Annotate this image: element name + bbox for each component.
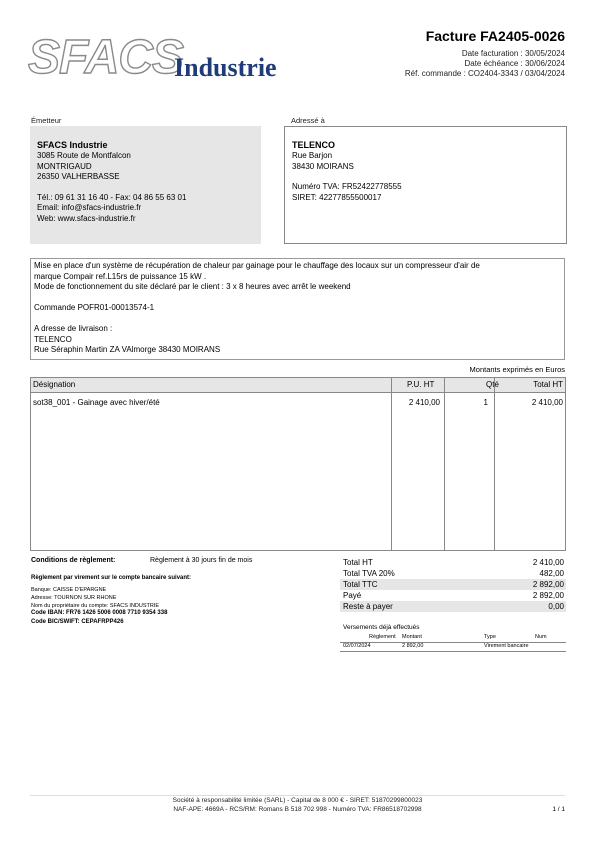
description-box bbox=[30, 258, 565, 360]
footer-divider bbox=[30, 795, 565, 796]
column-divider bbox=[444, 378, 445, 550]
description-line: marque Compair ref.L15rs de puissance 15 kW . bbox=[34, 271, 207, 281]
payments-label: Versements déjà effectués bbox=[343, 624, 420, 631]
row-designation: sot38_001 - Gainage avec hiver/été bbox=[33, 398, 160, 407]
transfer-label: Règlement par virement sur le compte bancaire suivant: bbox=[31, 575, 192, 581]
emitter-box bbox=[30, 126, 261, 244]
delivery-name: TELENCO bbox=[34, 334, 72, 344]
total-label: Total TTC bbox=[343, 580, 378, 589]
emitter-name: SFACS Industrie bbox=[37, 140, 108, 150]
header-pu: P.U. HT bbox=[407, 380, 435, 389]
bank-name: Banque: CAISSE D'EPARGNE bbox=[31, 587, 107, 593]
description-line: Mise en place d'un système de récupération de chaleur par gainage pour le chauffage des locaux sur un compresseur d'air de bbox=[34, 261, 480, 270]
recipient-name: TELENCO bbox=[292, 140, 336, 150]
emitter-web: Web: www.sfacs-industrie.fr bbox=[37, 213, 136, 223]
description-line: Mode de fonctionnement du site déclaré par le client : 3 x 8 heures avec arrêt le weekend bbox=[34, 282, 351, 291]
recipient-box bbox=[284, 126, 567, 244]
invoice-lines-table bbox=[30, 377, 566, 551]
emitter-email: Email: info@sfacs-industrie.fr bbox=[37, 203, 142, 212]
column-divider bbox=[494, 378, 495, 550]
date-echeance: Date échéance : 30/06/2024 bbox=[464, 59, 565, 68]
total-value: 2 892,00 bbox=[532, 580, 564, 589]
total-value: 2 410,00 bbox=[532, 558, 564, 567]
conditions-label: Conditions de règlement: bbox=[31, 557, 116, 564]
payment-date: 02/07/2024 bbox=[343, 643, 371, 649]
payment-row bbox=[340, 643, 566, 652]
recipient-address2: 38430 MOIRANS bbox=[292, 161, 354, 171]
emitter-address1: 3085 Route de Montfalcon bbox=[37, 151, 131, 160]
header-qty: Qté bbox=[486, 380, 499, 389]
description-order: Commande POFR01-00013574-1 bbox=[34, 303, 155, 312]
payments-header-num: Num bbox=[535, 634, 547, 640]
table-header bbox=[31, 378, 565, 393]
row-total: 2 410,00 bbox=[531, 398, 563, 407]
recipient-address1: Rue Barjon bbox=[292, 151, 333, 160]
total-label: Payé bbox=[343, 591, 362, 600]
header-designation: Désignation bbox=[33, 380, 76, 389]
emitter-label: Émetteur bbox=[31, 116, 62, 125]
payment-amount: 2 892,00 bbox=[402, 643, 424, 649]
delivery-label: A dresse de livraison : bbox=[34, 324, 113, 333]
company-logo bbox=[28, 31, 288, 84]
date-facturation: Date facturation : 30/05/2024 bbox=[461, 49, 565, 58]
recipient-siret: SIRET: 42277855500017 bbox=[292, 192, 382, 202]
row-pu: 2 410,00 bbox=[408, 398, 440, 407]
logo-brand: SFACS bbox=[28, 31, 184, 84]
remaining-row bbox=[340, 601, 566, 612]
delivery-address: Rue Séraphin Martin ZA VAlmorge 38430 MOIRANS bbox=[34, 345, 221, 354]
footer-line2: NAF-APE: 4669A - RCS/RM: Romans B 518 702 998 - Numéro TVA: FR86518702998 bbox=[173, 806, 422, 813]
footer-line1: Société à responsabilité limitée (SARL) - Capital de 8 000 € - SIRET: 51870299800023 bbox=[172, 797, 423, 804]
payments-header bbox=[340, 634, 566, 643]
payments-header-type: Type bbox=[484, 634, 496, 640]
recipient-label: Adressé à bbox=[291, 116, 325, 125]
conditions-value: Règlement à 30 jours fin de mois bbox=[150, 557, 253, 564]
total-value: 0,00 bbox=[548, 602, 564, 611]
iban: Code IBAN: FR76 1426 5006 0008 7710 9354 338 bbox=[31, 610, 168, 616]
total-value: 482,00 bbox=[539, 569, 564, 578]
total-value: 2 892,00 bbox=[532, 591, 564, 600]
column-divider bbox=[391, 378, 392, 550]
total-label: Reste à payer bbox=[343, 602, 393, 611]
payment-type: Virement bancaire bbox=[484, 643, 529, 649]
payments-header-date: Règlement bbox=[369, 634, 396, 640]
total-tva-row bbox=[340, 568, 566, 579]
logo-suffix: Industrie bbox=[174, 53, 277, 82]
emitter-address3: 26350 VALHERBASSE bbox=[37, 172, 120, 181]
recipient-tva: Numéro TVA: FR52422778555 bbox=[292, 182, 402, 191]
paid-row bbox=[340, 590, 566, 601]
total-ht-row bbox=[340, 557, 566, 568]
payments-header-amount: Montant bbox=[402, 634, 422, 640]
total-label: Total HT bbox=[343, 558, 373, 567]
currency-note: Montants exprimés en Euros bbox=[469, 365, 565, 374]
row-qty: 1 bbox=[483, 398, 488, 407]
invoice-title: Facture FA2405-0026 bbox=[425, 28, 565, 44]
total-ttc-row bbox=[340, 579, 566, 590]
bank-address: Adresse: TOURNON SUR RHONE bbox=[31, 595, 117, 601]
page-number: 1 / 1 bbox=[552, 806, 565, 813]
header-total: Total HT bbox=[533, 380, 563, 389]
emitter-address2: MONTRIGAUD bbox=[37, 161, 92, 171]
ref-commande: Réf. commande : CO2404-3343 / 03/04/2024 bbox=[404, 69, 565, 78]
emitter-phone: Tél.: 09 61 31 16 40 - Fax: 04 86 55 63 01 bbox=[37, 192, 187, 202]
total-label: Total TVA 20% bbox=[343, 569, 395, 578]
account-owner: Nom du propriétaire du compte: SFACS INDUSTRIE bbox=[31, 603, 160, 609]
bic: Code BIC/SWIFT: CEPAFRPP426 bbox=[31, 619, 124, 625]
